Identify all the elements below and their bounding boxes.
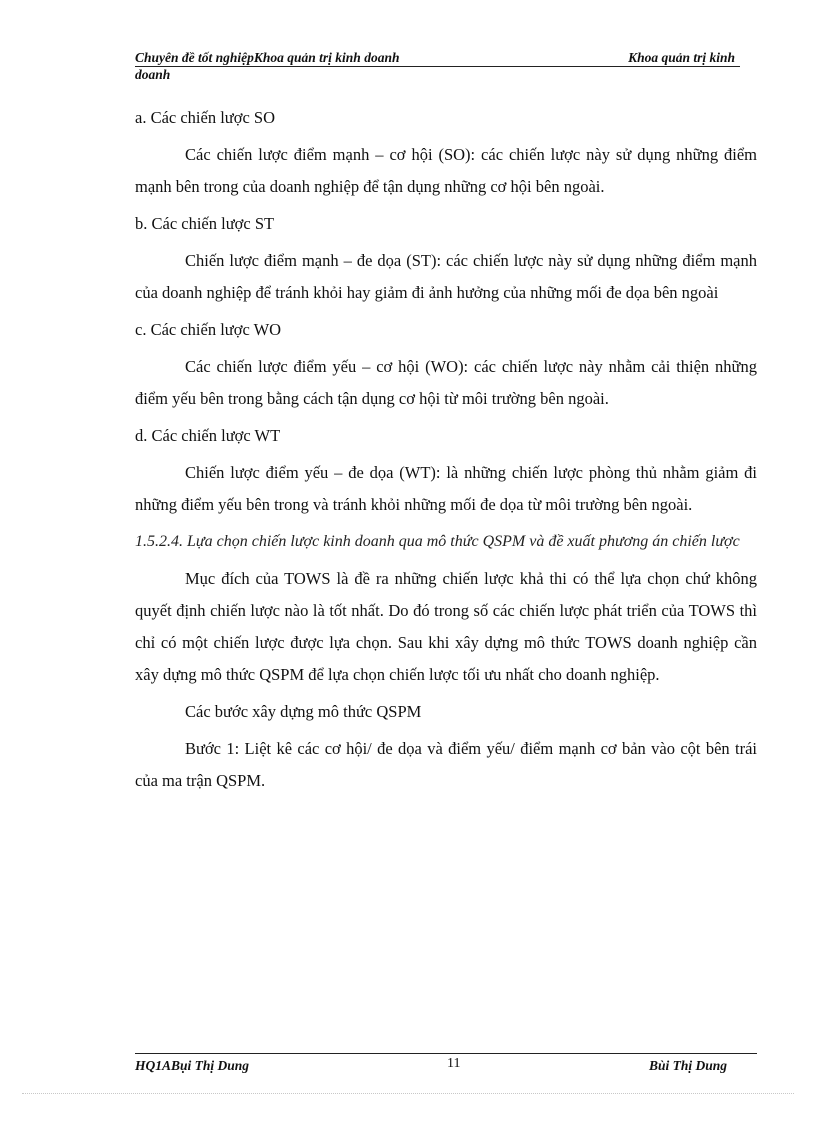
so-paragraph: Các chiến lược điểm mạnh – cơ hội (SO): các chiến lược này sử dụng những điểm mạnh bên trong của doanh nghiệp để tận dụng những cơ hội bên ngoài. (135, 145, 757, 196)
wt-paragraph: Chiến lược điểm yếu – đe dọa (WT): là những chiến lược phòng thủ nhằm giảm đi những điểm yếu bên trong và tránh khỏi những mối đe dọa từ môi trường bên ngoài. (135, 463, 757, 514)
st-paragraph: Chiến lược điểm mạnh – đe dọa (ST): các chiến lược này sử dụng những điểm mạnh của doanh nghiệp để tránh khỏi hay giảm đi ảnh hưởng của những mối đe dọa bên ngoài (135, 251, 757, 302)
footer-left: HQ1ABụi Thị Dung (135, 1058, 250, 1073)
qspm-steps-intro: Các bước xây dựng mô thức QSPM (185, 702, 422, 721)
footer-right: Bùi Thị Dung (648, 1058, 727, 1073)
page-number: 11 (447, 1056, 461, 1071)
so-heading: a. Các chiến lược SO (135, 108, 276, 127)
tows-paragraph: Mục đích của TOWS là đề ra những chiến lược khả thi có thể lựa chọn chứ không quyết định chiến lược nào là tốt nhất. Do đó trong số các chiến lược phát triển của TOWS thì chỉ có một chiến lược được lựa chọn. Sau khi xây dựng mô thức TOWS doanh nghiệp cần xây dựng mô thức QSPM để lựa chọn chiến lược tối ưu nhất cho doanh nghiệp. (135, 569, 757, 684)
header-right: Khoa quản trị kinh (628, 50, 735, 65)
footer-rule (135, 1053, 757, 1054)
header-left: Chuyên đề tốt nghiệpKhoa quản trị kinh doanh (135, 50, 400, 65)
page-header (135, 50, 740, 82)
st-heading: b. Các chiến lược ST (135, 214, 275, 233)
header-rule (135, 66, 740, 67)
step1-paragraph: Bước 1: Liệt kê các cơ hội/ đe dọa và điểm yếu/ điểm mạnh cơ bản vào cột bên trái của ma trận QSPM. (135, 739, 757, 790)
page-boundary (22, 1093, 794, 1094)
wo-paragraph: Các chiến lược điểm yếu – cơ hội (WO): các chiến lược này nhằm cải thiện những điểm yếu bên trong bằng cách tận dụng cơ hội từ môi trường bên ngoài. (135, 357, 757, 408)
wo-heading: c. Các chiến lược WO (135, 320, 282, 339)
document-body (135, 102, 757, 802)
section-heading: 1.5.2.4. Lựa chọn chiến lược kinh doanh qua mô thức QSPM và đề xuất phương án chiến lược (135, 533, 740, 550)
header-wrap: doanh (135, 67, 171, 82)
wt-heading: d. Các chiến lược WT (135, 426, 281, 445)
